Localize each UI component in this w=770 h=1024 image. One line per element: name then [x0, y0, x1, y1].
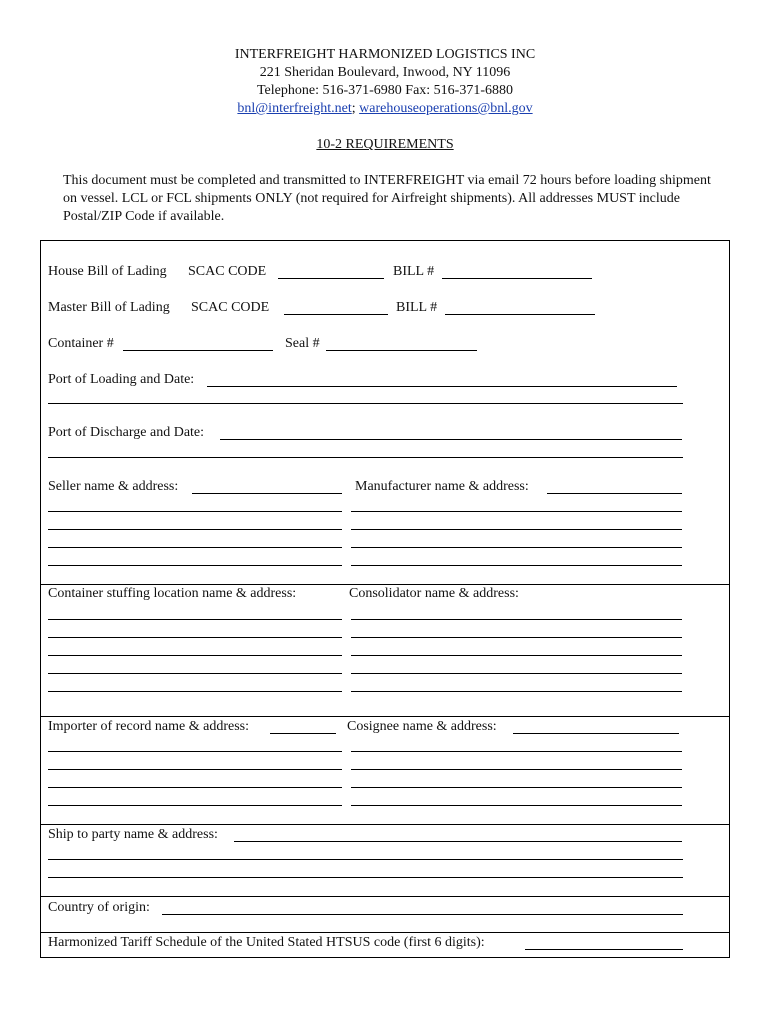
company-emails — [0, 100, 770, 118]
ship-to-field-line[interactable] — [48, 859, 683, 860]
house-bill-no-field[interactable] — [442, 278, 592, 279]
section-divider — [41, 896, 729, 897]
seal-field[interactable] — [326, 350, 477, 351]
port-loading-label: Port of Loading and Date: — [48, 372, 195, 387]
container-stuffing-field-line[interactable] — [48, 619, 342, 620]
master-bill-label: Master Bill of Lading — [48, 300, 170, 315]
country-origin-field[interactable] — [162, 914, 683, 915]
consignee-field[interactable] — [513, 733, 679, 734]
email-separator: ; — [351, 101, 360, 116]
importer-field-line[interactable] — [48, 787, 342, 788]
company-name: INTERFREIGHT HARMONIZED LOGISTICS INC — [234, 47, 536, 62]
htsus-label: Harmonized Tariff Schedule of the United Stated HTSUS code (first 6 digits): — [48, 935, 485, 950]
port-discharge-field-line2[interactable] — [48, 457, 683, 458]
container-field[interactable] — [123, 350, 273, 351]
importer-field-line[interactable] — [48, 751, 342, 752]
ship-to-field-line[interactable] — [48, 877, 683, 878]
master-bill-no-field[interactable] — [445, 314, 595, 315]
manufacturer-label: Manufacturer name & address: — [355, 479, 529, 494]
manufacturer-field-line[interactable] — [351, 511, 682, 512]
house-bill-no-label: BILL # — [393, 264, 435, 279]
consignee-field-line[interactable] — [351, 805, 682, 806]
email-link-interfreight[interactable]: bnl@interfreight.net — [237, 101, 352, 116]
requirements-title-wrap — [0, 137, 770, 153]
container-stuffing-field-line[interactable] — [48, 673, 342, 674]
consignee-field-line[interactable] — [351, 769, 682, 770]
consignee-field-line[interactable] — [351, 751, 682, 752]
house-scac-label: SCAC CODE — [188, 264, 267, 279]
importer-field-line[interactable] — [48, 805, 342, 806]
manufacturer-field[interactable] — [547, 493, 682, 494]
section-divider — [41, 716, 729, 717]
consolidator-label: Consolidator name & address: — [349, 586, 519, 601]
importer-field-line[interactable] — [48, 769, 342, 770]
house-scac-field[interactable] — [278, 278, 384, 279]
house-bill-label: House Bill of Lading — [48, 264, 167, 279]
seller-field-line[interactable] — [48, 565, 342, 566]
manufacturer-field-line[interactable] — [351, 547, 682, 548]
section-divider — [41, 584, 729, 585]
consolidator-field-line[interactable] — [351, 637, 682, 638]
section-divider — [41, 824, 729, 825]
port-loading-field-line2[interactable] — [48, 403, 683, 404]
email-link-warehouse[interactable]: warehouseoperations@bnl.gov — [359, 101, 533, 116]
container-label: Container # — [48, 336, 114, 351]
country-origin-label: Country of origin: — [48, 900, 150, 915]
intro-paragraph: This document must be completed and transmitted to INTERFREIGHT via email 72 hours before loading shipment on vessel. LCL or FCL shipments ONLY (not required for Airfreight shipments). All addresses MUST include Postal/ZIP Code if available. — [63, 173, 711, 224]
consignee-field-line[interactable] — [351, 787, 682, 788]
requirements-title: 10-2 REQUIREMENTS — [316, 137, 454, 152]
seller-field-line[interactable] — [48, 529, 342, 530]
company-address: 221 Sheridan Boulevard, Inwood, NY 11096 — [259, 65, 511, 80]
consolidator-field-line[interactable] — [351, 673, 682, 674]
ship-to-field[interactable] — [234, 841, 682, 842]
consolidator-field-line[interactable] — [351, 619, 682, 620]
master-scac-label: SCAC CODE — [191, 300, 270, 315]
manufacturer-field-line[interactable] — [351, 565, 682, 566]
seller-field-line[interactable] — [48, 547, 342, 548]
section-divider — [41, 932, 729, 933]
consignee-label: Cosignee name & address: — [347, 719, 497, 734]
seal-label: Seal # — [285, 336, 320, 351]
htsus-field[interactable] — [525, 949, 683, 950]
consolidator-field-line[interactable] — [351, 655, 682, 656]
importer-field[interactable] — [270, 733, 336, 734]
manufacturer-field-line[interactable] — [351, 529, 682, 530]
master-bill-no-label: BILL # — [396, 300, 438, 315]
master-scac-field[interactable] — [284, 314, 388, 315]
port-discharge-label: Port of Discharge and Date: — [48, 425, 205, 440]
container-stuffing-field-line[interactable] — [48, 637, 342, 638]
container-stuffing-field-line[interactable] — [48, 655, 342, 656]
letterhead — [0, 46, 770, 118]
seller-field[interactable] — [192, 493, 342, 494]
consolidator-field-line[interactable] — [351, 691, 682, 692]
container-stuffing-field-line[interactable] — [48, 691, 342, 692]
company-phone: Telephone: 516-371-6980 Fax: 516-371-6880 — [256, 83, 514, 98]
importer-label: Importer of record name & address: — [48, 719, 249, 734]
seller-label: Seller name & address: — [48, 479, 179, 494]
form-box — [40, 240, 730, 958]
seller-field-line[interactable] — [48, 511, 342, 512]
port-discharge-field[interactable] — [220, 439, 682, 440]
ship-to-label: Ship to party name & address: — [48, 827, 218, 842]
container-stuffing-label: Container stuffing location name & address: — [48, 586, 297, 601]
port-loading-field[interactable] — [207, 386, 677, 387]
